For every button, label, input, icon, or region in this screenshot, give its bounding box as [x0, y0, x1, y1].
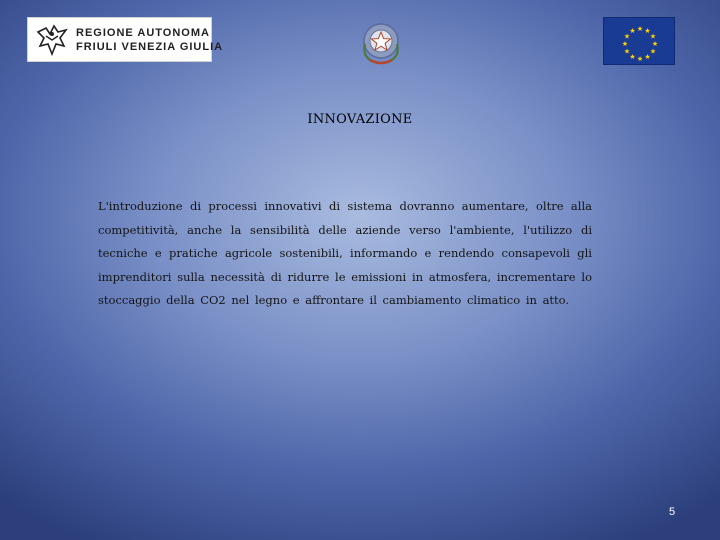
slide-body-text: L'introduzione di processi innovativi di sistema dovranno aumentare, oltre alla competitività, anche la sensibilità delle aziende verso l'ambiente, l'utilizzo di tecniche e pratiche agricole sostenibili, informando e rendendo consapevoli gli imprenditori sulla necessità di ridurre le emissioni in atmosfera, incrementare lo stoccaggio della CO2 nel legno e affrontare il cambiamento climatico in atto. [98, 199, 592, 307]
eagle-logo-icon [34, 22, 70, 58]
page-number: 5 [668, 506, 676, 518]
svg-text:★: ★ [636, 25, 644, 33]
svg-text:★: ★ [636, 55, 644, 63]
region-name [76, 26, 223, 54]
region-name-line1: REGIONE AUTONOMA [76, 27, 210, 39]
eu-flag [603, 17, 675, 65]
svg-text:★: ★ [621, 40, 629, 48]
slide-title: INNOVAZIONE [307, 112, 413, 127]
svg-text:★: ★ [651, 40, 659, 48]
svg-text:★: ★ [649, 32, 657, 41]
svg-text:★: ★ [649, 47, 657, 56]
region-name-line2: FRIULI VENEZIA GIULIA [76, 41, 224, 53]
region-logo [27, 17, 224, 62]
svg-text:★: ★ [644, 27, 651, 35]
eu-flag-icon [604, 18, 676, 66]
svg-text:★: ★ [629, 53, 636, 61]
svg-text:★: ★ [623, 47, 631, 56]
svg-text:★: ★ [644, 53, 651, 61]
svg-text:★: ★ [629, 27, 636, 35]
svg-text:★: ★ [623, 32, 631, 41]
italian-republic-emblem-icon [356, 18, 406, 68]
